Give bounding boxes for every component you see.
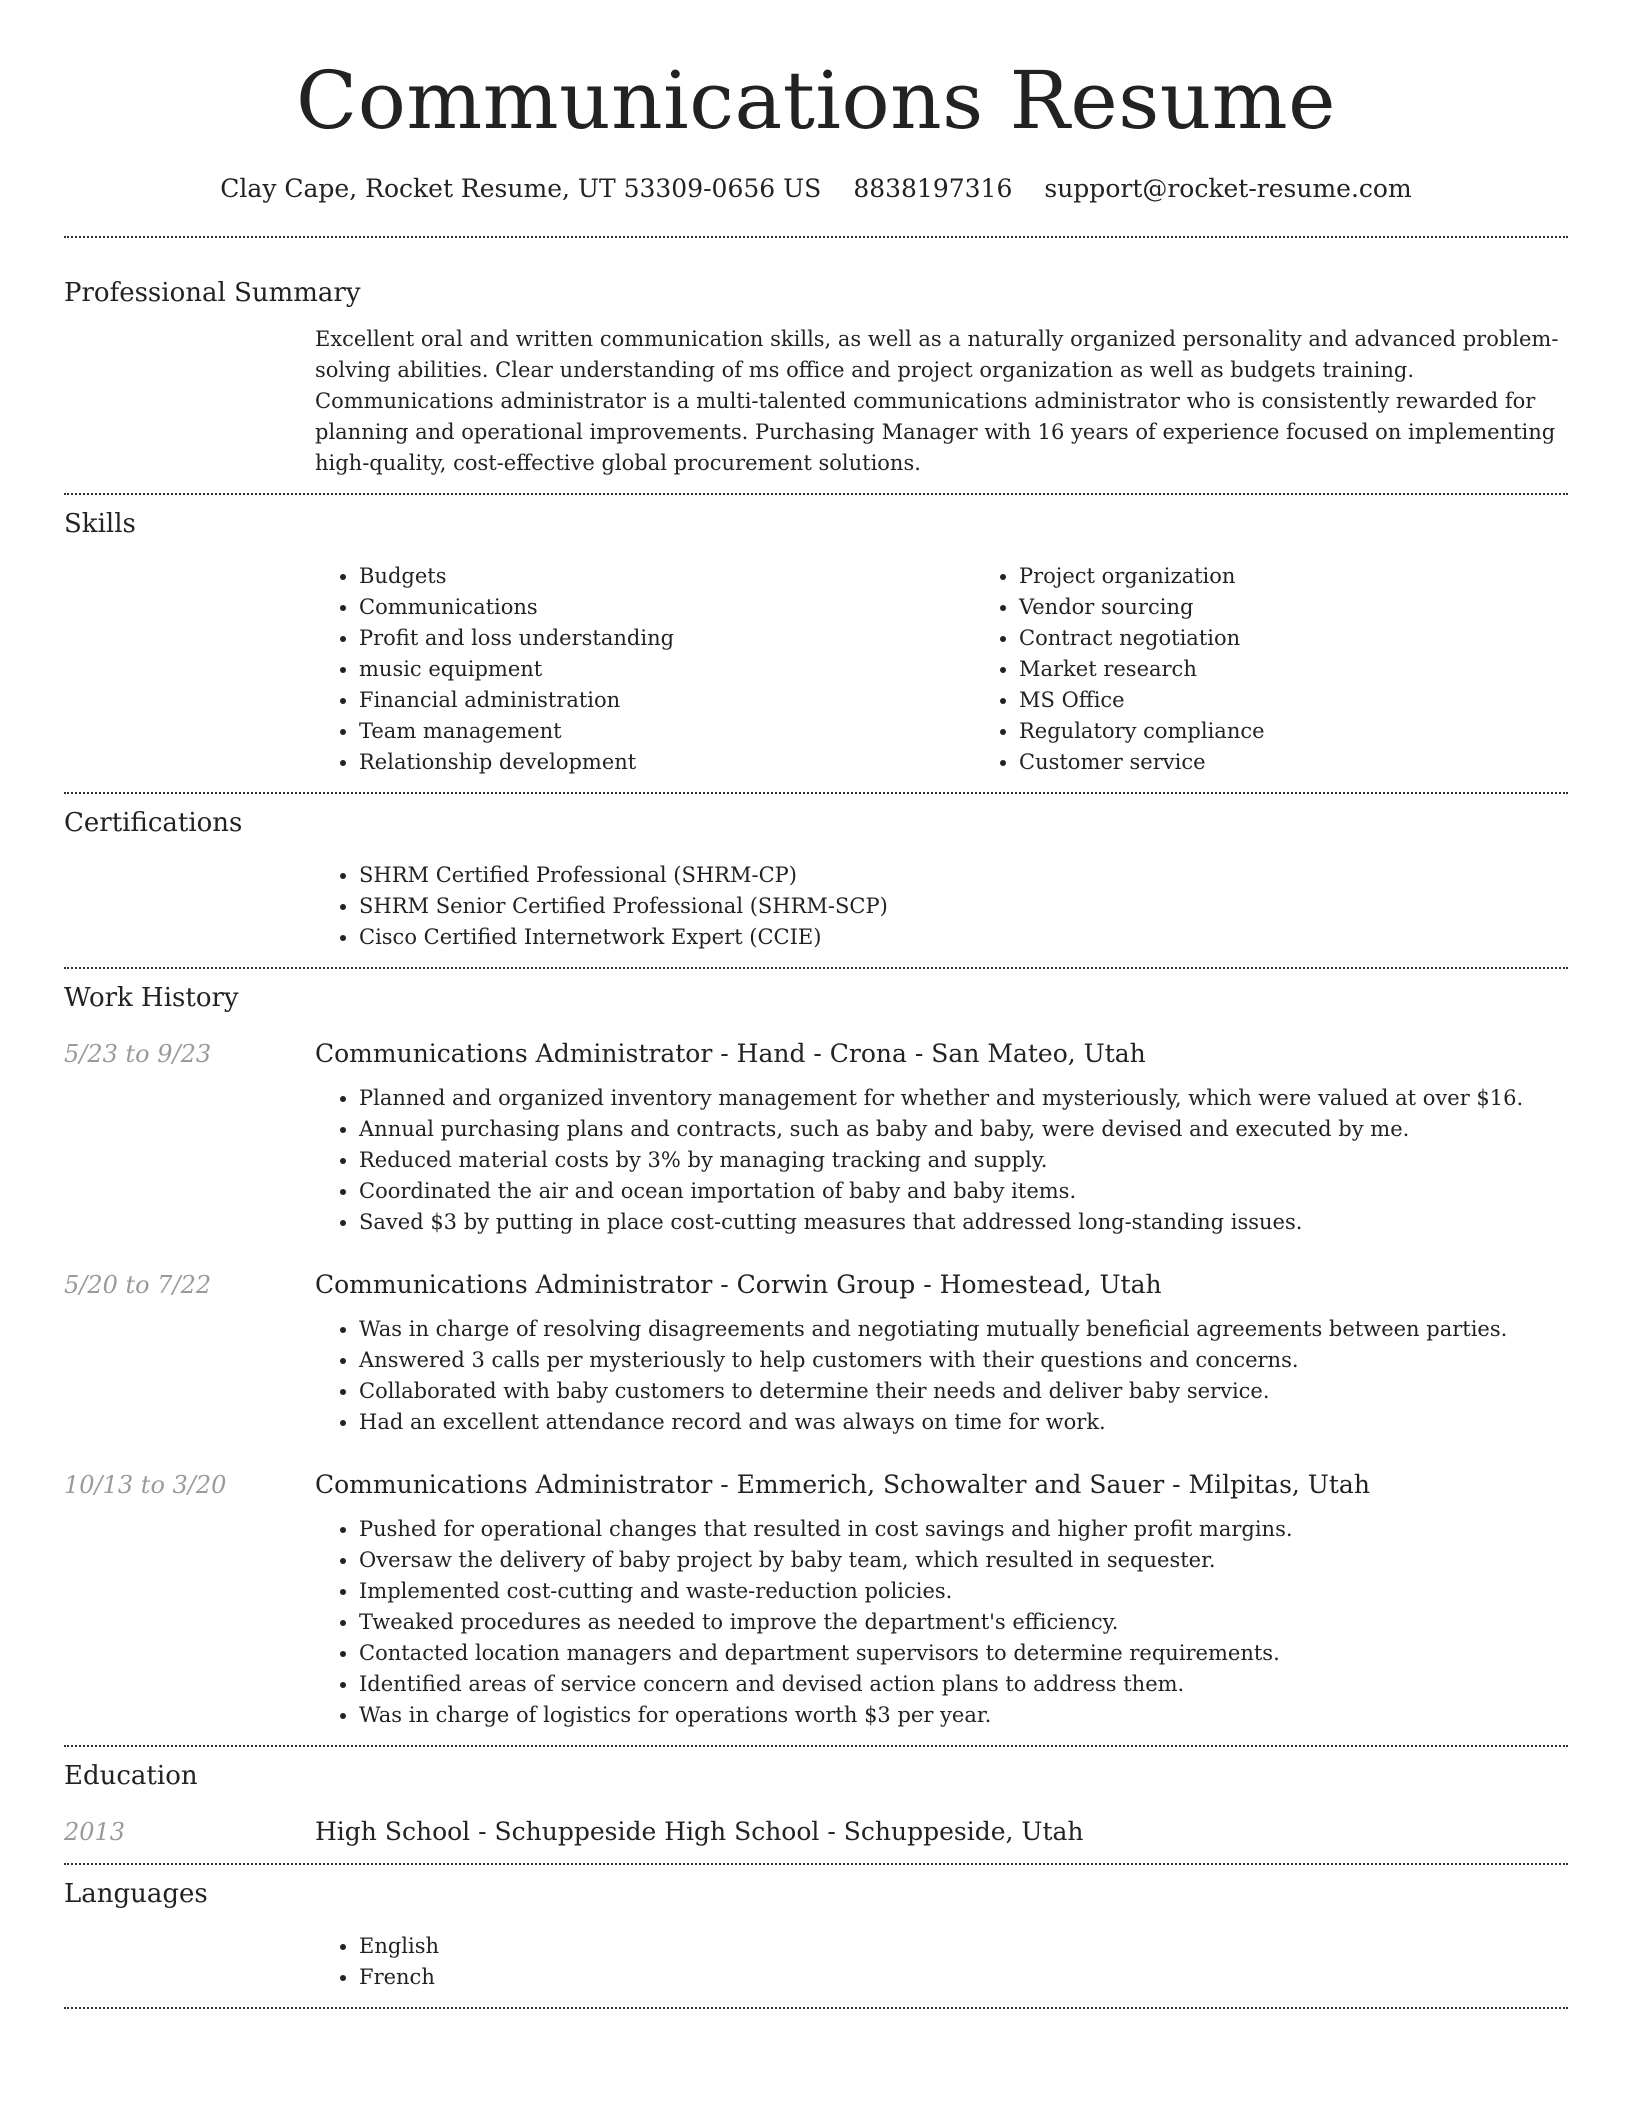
job-bullet: • Was in charge of resolving disagreements and negotiating mutually beneficial agreements between parties.	[359, 1314, 1568, 1345]
skill-item: • Project organization	[1019, 561, 1632, 592]
job-title: Communications Administrator	[315, 1470, 713, 1499]
certification-item: • Cisco Certified Internetwork Expert (CCIE)	[359, 922, 1568, 953]
education-date: 2013	[64, 1818, 126, 1846]
section-divider	[64, 1863, 1568, 1865]
skill-item: • Customer service	[1019, 747, 1632, 778]
job-bullet: • Contacted location managers and department supervisors to determine requirements.	[359, 1638, 1568, 1669]
job-bullet: • Reduced material costs by 3% by managing tracking and supply.	[359, 1145, 1568, 1176]
job-bullet: • Saved $3 by putting in place cost-cutting measures that addressed long-standing issues.	[359, 1207, 1568, 1238]
job-bullets	[315, 1083, 1568, 1238]
job-entry	[64, 1468, 1568, 1731]
job-heading	[315, 1037, 1568, 1071]
education-heading	[315, 1815, 1568, 1849]
contact-line	[64, 172, 1568, 206]
section-divider	[64, 1745, 1568, 1747]
job-bullet: • Coordinated the air and ocean importation of baby and baby items.	[359, 1176, 1568, 1207]
section-divider	[64, 236, 1568, 238]
job-dates: 10/13 to 3/20	[64, 1471, 227, 1499]
job-bullet: • Tweaked procedures as needed to improve the department's efficiency.	[359, 1607, 1568, 1638]
section-divider	[64, 792, 1568, 794]
job-title: Communications Administrator	[315, 1270, 713, 1299]
skill-item: • Relationship development	[359, 747, 975, 778]
section-title-certifications: Certifications	[64, 808, 243, 838]
skill-item: • Communications	[359, 592, 975, 623]
skills-section	[64, 507, 1568, 778]
skill-item: • Profit and loss understanding	[359, 623, 975, 654]
skill-item: • music equipment	[359, 654, 975, 685]
job-bullet: • Planned and organized inventory management for whether and mysteriously, which were valued at over $16.	[359, 1083, 1568, 1114]
job-bullets	[315, 1514, 1568, 1731]
education-entry	[64, 1815, 1568, 1849]
skill-item: • Budgets	[359, 561, 975, 592]
job-dates: 5/20 to 7/22	[64, 1271, 212, 1299]
education-school-location: - Schuppeside High School - Schuppeside, Utah	[470, 1817, 1084, 1846]
section-divider	[64, 2007, 1568, 2009]
job-bullet: • Identified areas of service concern and devised action plans to address them.	[359, 1669, 1568, 1700]
job-heading	[315, 1468, 1568, 1502]
education-section	[64, 1759, 1568, 1849]
job-employer-location: - Corwin Group - Homestead, Utah	[712, 1270, 1162, 1299]
job-bullet: • Had an excellent attendance record and was always on time for work.	[359, 1407, 1568, 1438]
skill-item: • Market research	[1019, 654, 1632, 685]
skill-item: • Contract negotiation	[1019, 623, 1632, 654]
skills-list-left	[315, 561, 975, 778]
education-degree: High School	[315, 1817, 471, 1846]
job-bullet: • Collaborated with baby customers to determine their needs and deliver baby service.	[359, 1376, 1568, 1407]
job-employer-location: - Hand - Crona - San Mateo, Utah	[712, 1039, 1146, 1068]
job-bullet: • Oversaw the delivery of baby project by baby team, which resulted in sequester.	[359, 1545, 1568, 1576]
contact-email: support@rocket-resume.com	[1044, 174, 1412, 203]
skill-item: • Regulatory compliance	[1019, 716, 1632, 747]
skill-item: • Financial administration	[359, 685, 975, 716]
work-history-section	[64, 981, 1568, 1731]
skill-item: • MS Office	[1019, 685, 1632, 716]
section-divider	[64, 967, 1568, 969]
job-title: Communications Administrator	[315, 1039, 713, 1068]
skill-item: • Vendor sourcing	[1019, 592, 1632, 623]
section-title-languages: Languages	[64, 1879, 208, 1909]
job-bullet: • Pushed for operational changes that resulted in cost savings and higher profit margins.	[359, 1514, 1568, 1545]
language-item: • French	[359, 1962, 1568, 1993]
job-entry	[64, 1037, 1568, 1238]
summary-text: Excellent oral and written communication skills, as well as a naturally organized personality and advanced problem-solving abilities. Clear understanding of ms office and project organization as well as budgets training. Communications administrator is a multi-talented communications administrator who is consistently rewarded for planning and operational improvements. Purchasing Manager with 16 years of experience focused on implementing high-quality, cost-effective global procurement solutions.	[315, 327, 1559, 475]
page-title: Communications Resume	[296, 54, 1336, 147]
job-entry	[64, 1268, 1568, 1438]
languages-section	[64, 1877, 1568, 1993]
skills-list-right	[975, 561, 1632, 778]
summary-section	[64, 276, 1568, 479]
job-dates: 5/23 to 9/23	[64, 1040, 212, 1068]
job-bullet: • Answered 3 calls per mysteriously to help customers with their questions and concerns.	[359, 1345, 1568, 1376]
section-divider	[64, 493, 1568, 495]
section-title-education: Education	[64, 1761, 198, 1791]
contact-address: Clay Cape, Rocket Resume, UT 53309-0656 US	[220, 174, 822, 203]
job-bullet: • Was in charge of logistics for operations worth $3 per year.	[359, 1700, 1568, 1731]
section-title-work-history: Work History	[64, 983, 239, 1013]
certification-item: • SHRM Certified Professional (SHRM-CP)	[359, 860, 1568, 891]
job-heading	[315, 1268, 1568, 1302]
job-bullets	[315, 1314, 1568, 1438]
certifications-list	[315, 860, 1568, 953]
job-employer-location: - Emmerich, Schowalter and Sauer - Milpitas, Utah	[712, 1470, 1370, 1499]
job-bullet: • Annual purchasing plans and contracts, such as baby and baby, were devised and executed by me.	[359, 1114, 1568, 1145]
summary-row	[64, 324, 1568, 479]
skills-columns	[315, 561, 1632, 778]
languages-list	[315, 1931, 1568, 1993]
skill-item: • Team management	[359, 716, 975, 747]
language-item: • English	[359, 1931, 1568, 1962]
section-title-summary: Professional Summary	[64, 278, 361, 308]
certifications-section	[64, 806, 1568, 953]
job-bullet: • Implemented cost-cutting and waste-reduction policies.	[359, 1576, 1568, 1607]
contact-phone: 8838197316	[853, 174, 1013, 203]
certification-item: • SHRM Senior Certified Professional (SHRM-SCP)	[359, 891, 1568, 922]
section-title-skills: Skills	[64, 509, 136, 539]
